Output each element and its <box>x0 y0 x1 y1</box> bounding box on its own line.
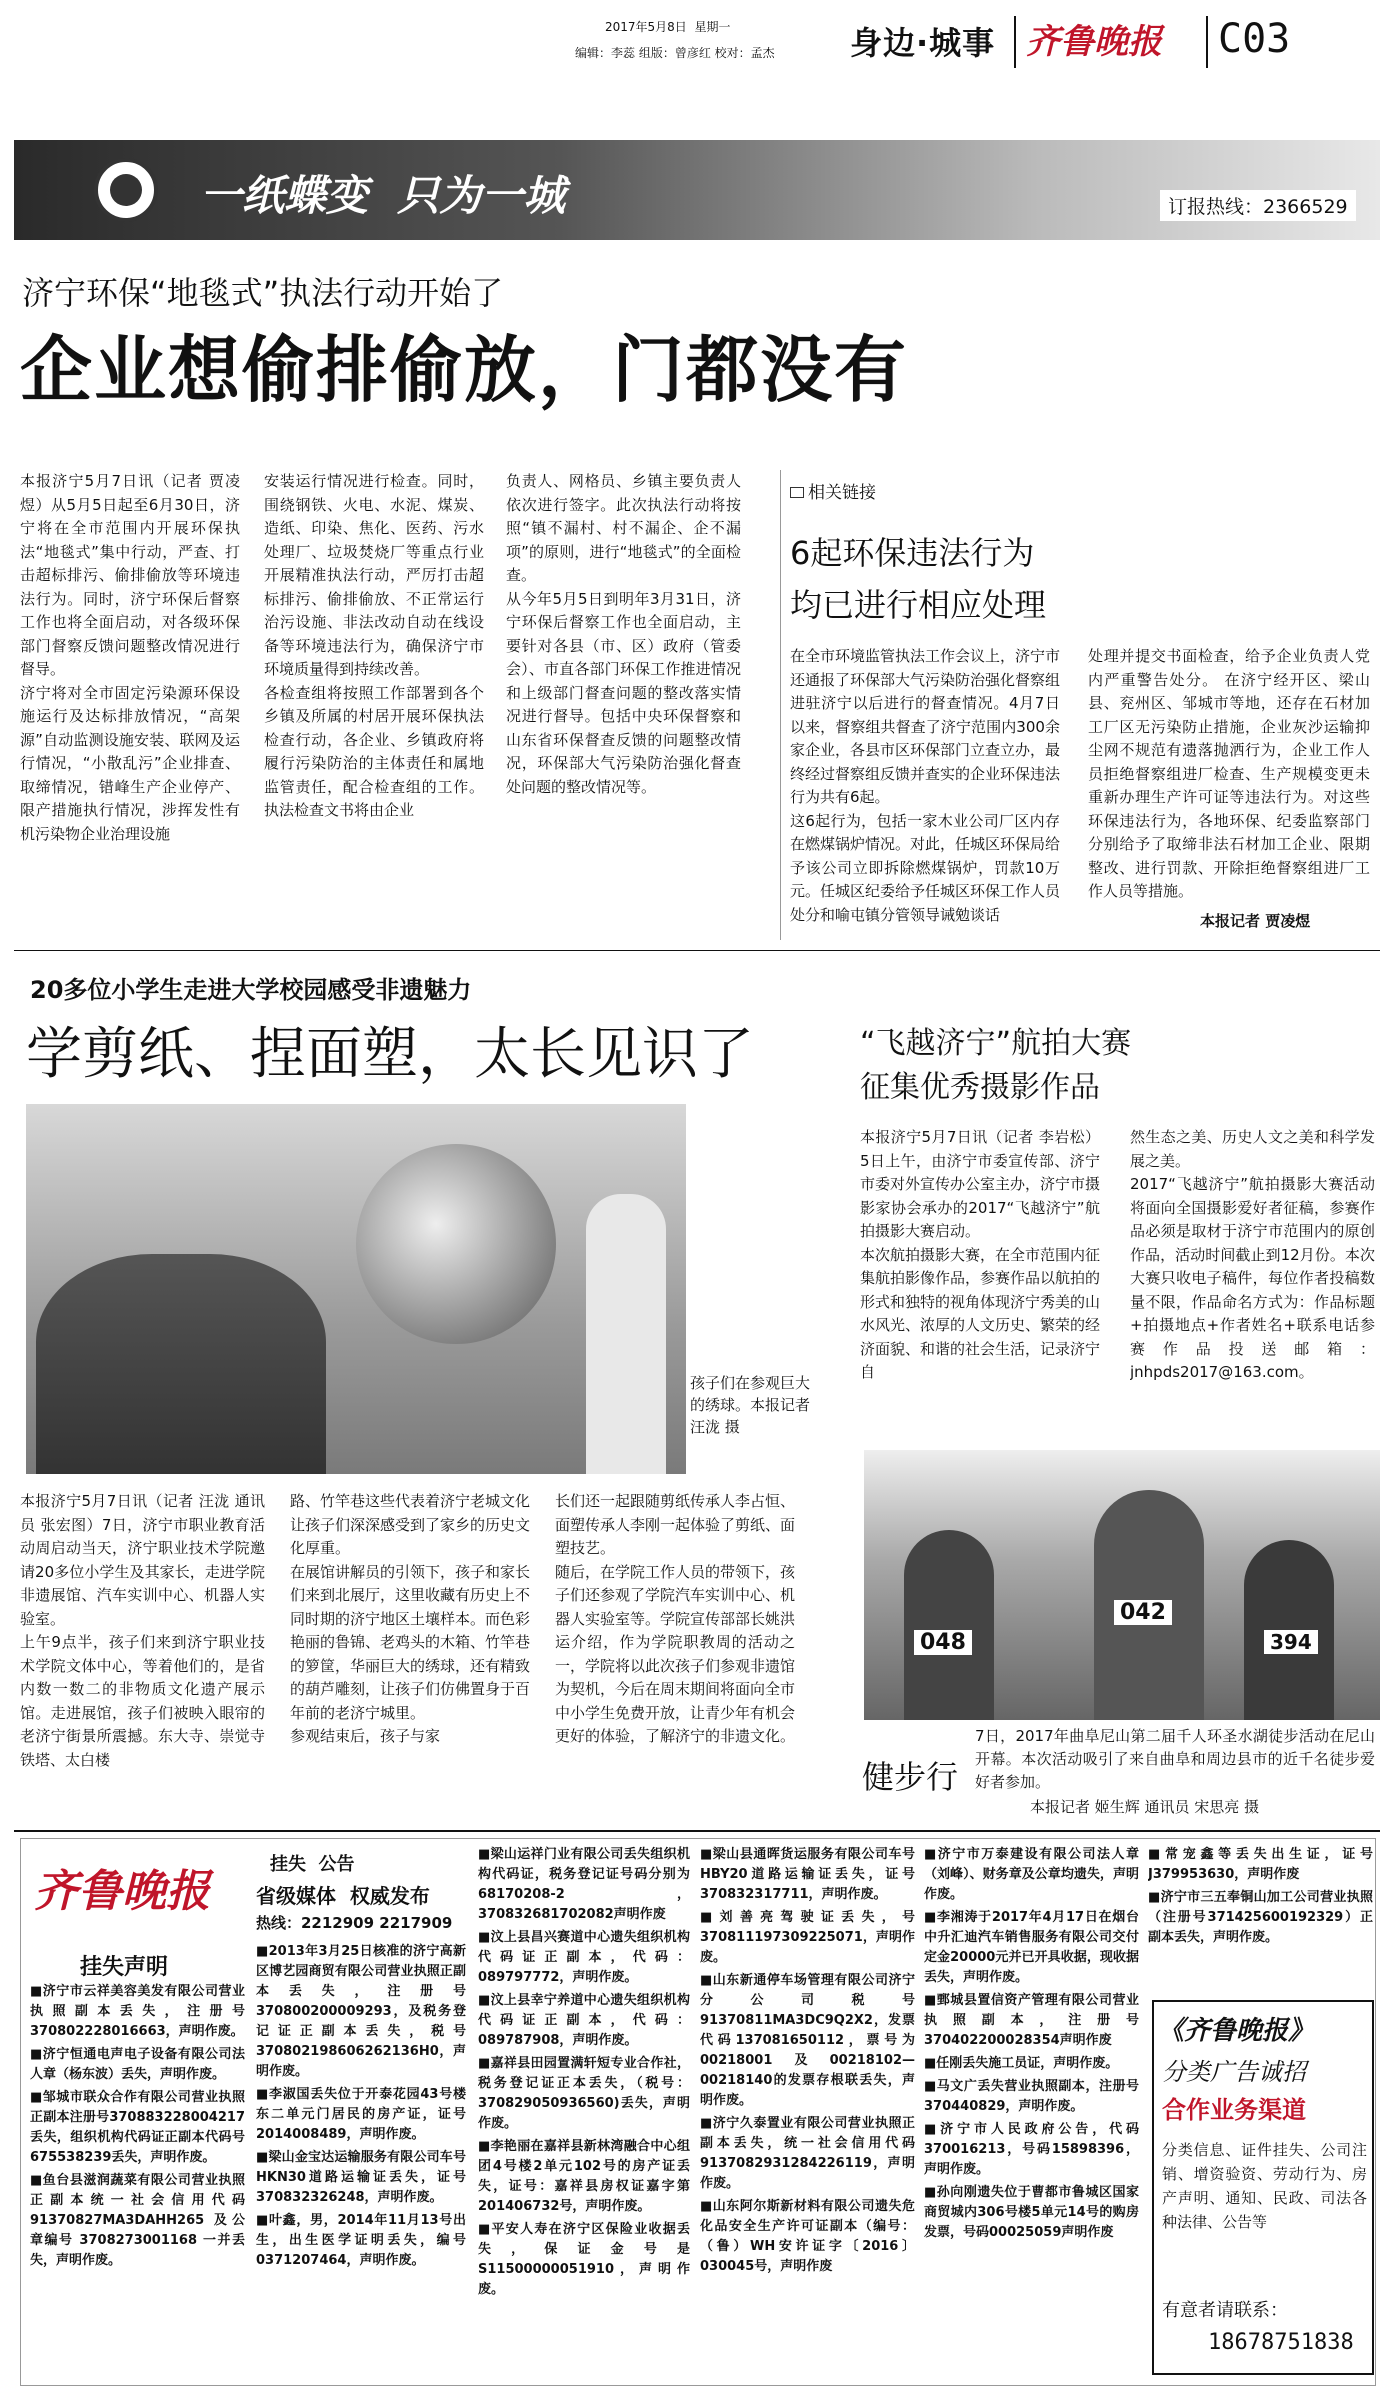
lost-title: 挂失声明 <box>80 1955 169 1980</box>
header-divider-2 <box>1206 16 1208 68</box>
related-tag <box>790 478 876 503</box>
ad-item: ■济宁市云祥美容美发有限公司营业执照副本丢失，注册号370802228016663，声明作废。 <box>30 1984 245 2039</box>
runner-1 <box>904 1530 994 1720</box>
story4-photo <box>864 1450 1380 1720</box>
story2-col1: 本报济宁5月7日讯（记者 汪泷 通讯员 张宏图）7日，济宁市职业教育活动周启动当天，济宁职业技术学院邀请20多位小学生及其家长，走进学院非遗展馆、汽车实训中心、机器人实验室。 上午9点半，孩子们来到济宁职业技术学院文体中心，等着他们的，是省内数一数二的非物质文化遗产展示馆。走进展馆，孩子们被映入眼帘的老济宁街景所震撼。东大寺、崇觉寺铁塔、太白楼 <box>20 1492 265 1769</box>
embroidered-ball <box>356 1144 556 1344</box>
ad-item: ■任刚丢失施工员证，声明作废。 <box>924 2056 1119 2071</box>
related-tag-icon <box>790 487 804 498</box>
ad-item: ■刘善亮驾驶证丢失，号370811197309225071，声明作废。 <box>700 1910 915 1965</box>
ad-item: ■济宁市万泰建设有限公司法人章（刘峰）、财务章及公章均遗失，声明作废。 <box>924 1847 1139 1902</box>
story2-kicker: 20多位小学生走进大学校园感受非遗魅力 <box>30 976 472 1004</box>
classifieds-col2 <box>256 1942 466 2377</box>
ad-item: ■梁山金宝达运输服务有限公司车号HKN30道路运输证丢失，证号370832326248，声明作废。 <box>256 2150 466 2205</box>
header-editors: 编辑：李蕊 组版：曾彦红 校对：孟杰 <box>575 46 775 60</box>
ad-item: ■济宁久泰置业有限公司营业执照正副本丢失，统一社会信用代码9137082931284226119，声明作废。 <box>700 2116 915 2191</box>
ad-item: ■梁山县通晖货运服务有限公司车号HBY20道路运输证丢失，证号370832317711，声明作废。 <box>700 1847 915 1902</box>
ad-item: ■叶鑫，男，2014年11月13号出生，出生医学证明丢失，编号0371207464，声明作废。 <box>256 2213 466 2268</box>
ad-item: ■邹城市联众合作有限公司营业执照正副本注册号370883228004217丢失，组织机构代码证正副本代码号675538239丢失，声明作废。 <box>30 2090 245 2165</box>
classifieds-slogan: 省级媒体 权威发布 <box>256 1884 430 1908</box>
ad-item: ■孙向刚遗失位于曹都市鲁城区国家商贸城内306号楼5单元14号的购房发票，号码00025059声明作废 <box>924 2185 1139 2240</box>
ad-item: ■鄄城县置信资产管理有限公司营业执照副本，注册号370402200028354声明作废 <box>924 1993 1139 2048</box>
header-divider <box>1014 16 1016 68</box>
header-date-text: 2017年5月8日 <box>605 20 687 34</box>
related-col1: 在全市环境监管执法工作会议上，济宁市还通报了环保部大气污染防治强化督察组进驻济宁以后进行的督查情况。4月7日以来，督察组共督查了济宁范围内300余家企业，各县市区环保部门立查立办，最终经过督察组反馈并查实的企业环保违法行为共有6起。 这6起行为，包括一家木业公司厂区内存在燃煤锅炉情况。对此，任城区环保局给予该公司立即拆除燃煤锅炉，罚款10万元。任城区纪委给予任城区环保工作人员处分和喻屯镇分管领导诫勉谈话 <box>790 647 1060 924</box>
recruit-title: 《齐鲁晚报》 <box>1158 2016 1315 2046</box>
story1-col1: 本报济宁5月7日讯（记者 贾凌煜）从5月5日起至6月30日，济宁将在全市范围内开展环保执法“地毯式”集中行动，严查、打击超标排污、偷排偷放等环境违法行为。同时，济宁环保后督察工作也将全面启动，对各级环保部门督察反馈问题整改情况进行督导。 济宁将对全市固定污染源环保设施运行及达标排放情况，“高架源”自动监测设施安装、联网及运行情况，“小散乱污”企业排查、取缔情况，错峰生产企业停产、限产措施执行情况，涉挥发性有机污染物企业治理设施 <box>20 472 240 843</box>
story2-photo <box>26 1104 686 1474</box>
ad-item: ■汶上县昌兴赛道中心遗失组织机构代码证正副本，代码：089797772，声明作废。 <box>478 1930 690 1985</box>
ad-item: ■汶上县幸宁养道中心遗失组织机构代码证正副本，代码：089787908，声明作废。 <box>478 1993 690 2048</box>
story3-title-2: 征集优秀摄影作品 <box>860 1070 1100 1105</box>
story3-col1: 本报济宁5月7日讯（记者 李岩松）5日上午，由济宁市委宣传部、济宁市委对外宣传办公室主办，济宁市摄影家协会承办的2017“飞越济宁”航拍摄影大赛启动。 本次航拍摄影大赛，在全市范围内征集航拍影像作品，参赛作品以航拍的形式和独特的视角体现济宁秀美的山水风光、浓厚的人文历史、繁荣的经济面貌、和谐的社会生活，记录济宁自 <box>860 1128 1100 1381</box>
recruit-phone: 18678751838 <box>1208 2330 1354 2355</box>
classifieds-hotline: 热线：2212909 2217909 <box>256 1914 453 1932</box>
ad-item: ■李淑国丢失位于开泰花园43号楼东二单元门居民的房产证，证号2014008489，声明作废。 <box>256 2087 466 2142</box>
brand-logo: 齐鲁晚报 <box>1026 22 1162 62</box>
story1-headline: 企业想偷排偷放，门都没有 <box>20 328 909 412</box>
banner-logo-inner <box>110 174 142 206</box>
story4-caption: 7日，2017年曲阜尼山第二届千人环圣水湖徒步活动在尼山开幕。本次活动吸引了来自曲阜和周边县市的近千名徒步爱好者参加。 <box>975 1727 1375 1791</box>
related-col2: 处理并提交书面检查，给予企业负责人党内严重警告处分。 在济宁经开区、梁山县、兖州区、邹城市等地，还存在石材加工厂区无污染防止措施，企业灰沙运输抑尘网不规范有遗落抛洒行为，企业工作人员拒绝督察组进厂检查、生产规模变更未重新办理生产许可证等违法行为。对这些环保违法行为，各地环保、纪委监察部门分别给予了取缔非法石材加工企业、限期整改、进行罚款、开除拒绝督察组进厂工作人员等措施。 <box>1088 647 1370 900</box>
ad-item: ■济宁市三五奉铜山加工公司营业执照（注册号371425600192329）正副本丢失，声明作废。 <box>1148 1890 1373 1945</box>
classifieds-col5 <box>924 1845 1139 2380</box>
ad-item: ■平安人寿在济宁区保险业收据丢失，保证金号是S11500000051910，声明作废。 <box>478 2222 690 2297</box>
bib-3: 394 <box>1264 1630 1318 1654</box>
related-title-1: 6起环保违法行为 <box>790 534 1035 572</box>
ad-item: ■常宠鑫等丢失出生证，证号J379953630，声明作废 <box>1148 1847 1373 1882</box>
classifieds-brand: 齐鲁晚报 <box>34 1866 210 1917</box>
classifieds-col3 <box>478 1845 690 2380</box>
story4-title: 健步行 <box>862 1758 959 1796</box>
story3-title-1: “飞越济宁”航拍大赛 <box>860 1026 1132 1061</box>
recruit-subtitle: 分类广告诚招 <box>1162 2058 1306 2086</box>
ad-item: ■鱼台县滋润蔬菜有限公司营业执照正副本统一社会信用代码 91370827MA3DAHH265 及公章编号 3708273001168 一并丢失，声明作废。 <box>30 2173 245 2268</box>
recruit-body: 分类信息、证件挂失、公司注销、增资验资、劳动行为、房产声明、通知、民政、司法各种法律、公告等 <box>1162 2141 1367 2231</box>
related-byline: 本报记者 贾凌煜 <box>1200 912 1311 930</box>
header-weekday: 星期一 <box>694 20 731 34</box>
story2-caption: 孩子们在参观巨大的绣球。本报记者 汪泷 摄 <box>690 1374 810 1436</box>
story4-byline: 本报记者 姬生辉 通讯员 宋思亮 摄 <box>1030 1798 1260 1816</box>
classifieds-notice: 挂失 公告 <box>270 1854 355 1875</box>
story2-col3: 长们还一起跟随剪纸传承人李占恒、面塑传承人李刚一起体验了剪纸、面塑技艺。 随后，在学院工作人员的带领下，孩子们还参观了学院汽车实训中心、机器人实验室等。学院宣传部部长姚洪运介绍，作为学院职教周的活动之一，学院将以此次孩子们参观非遗馆为契机，今后在周末期间将面向全市中小学生免费开放，让青少年有机会更好的体验，了解济宁的非遗文化。 <box>555 1492 795 1745</box>
classifieds-col4 <box>700 1845 915 2380</box>
story1-col3: 负责人、网格员、乡镇主要负责人依次进行签字。此次执法行动将按照“镇不漏村、村不漏企、企不漏项”的原则，进行“地毯式”的全面检查。 从今年5月5日到明年3月31日，济宁环保后督察工作也全面启动，主要针对各县（市、区）政府（管委会）、市直各部门环保工作推进情况和上级部门督查问题的整改落实情况进行督导。包括中央环保督察和山东省环保督查反馈的问题整改情况，环保部大气污染防治强化督查处问题的整改情况等。 <box>506 472 741 796</box>
banner-hotline: 订报热线：2366529 <box>1160 190 1356 221</box>
section-rule-2 <box>14 1830 1380 1832</box>
children-group <box>36 1254 326 1474</box>
ad-item: ■李艳丽在嘉祥县新林湾融合中心组团4号楼2单元102号的房产证丢失，证号：嘉祥县房权证嘉字第201406732号，声明作废。 <box>478 2139 690 2214</box>
story1-col2: 安装运行情况进行检查。同时，围绕钢铁、火电、水泥、煤炭、造纸、印染、焦化、医药、污水处理厂、垃圾焚烧厂等重点行业开展精准执法行动，严厉打击超标排污、偷排偷放、不正常运行治污设施、非法改动自动在线设备等环境违法行为，确保济宁市环境质量得到持续改善。 各检查组将按照工作部署到各个乡镇及所属的村居开展环保执法检查行动，各企业、乡镇政府将履行污染防治的主体责任和属地监管责任，配合检查组的工作。执法检查文书将由企业 <box>264 472 484 819</box>
page-number: C03 <box>1218 16 1291 62</box>
header-date <box>605 18 730 35</box>
ad-item: ■李湘涛于2017年4月17日在烟台中升汇迪汽车销售服务有限公司交付定金20000元并已开具收据，现收据丢失，声明作废。 <box>924 1910 1139 1985</box>
recruit-highlight: 合作业务渠道 <box>1162 2096 1306 2124</box>
recruit-contact: 有意者请联系： <box>1162 2300 1288 2321</box>
classifieds-col1 <box>30 1982 245 2377</box>
ad-item: ■马文广丢失营业执照副本，注册号370440829，声明作废。 <box>924 2079 1139 2114</box>
ad-item: ■嘉祥县田园置满轩短专业合作社，税务登记证正本丢失，（税号：370829050936560)丢失，声明作废。 <box>478 2056 690 2131</box>
banner-slogan: 一纸蝶变 只为一城 <box>200 171 566 220</box>
bib-1: 048 <box>914 1630 972 1655</box>
bib-2: 042 <box>1114 1600 1172 1625</box>
section-rule-1 <box>14 950 1380 951</box>
story3-col2: 然生态之美、历史人文之美和科学发展之美。 2017“飞越济宁”航拍摄影大赛活动将面向全国摄影爱好者征稿，参赛作品必须是取材于济宁市范围内的原创作品，活动时间截止到12月份。本次大赛只收电子稿件，每位作者投稿数量不限，作品命名方式为：作品标题+拍摄地点+作者姓名+联系电话参赛作品投送邮箱：jnhpds2017@163.com。 <box>1130 1128 1375 1381</box>
ad-item: ■2013年3月25日核准的济宁高新区博艺园商贸有限公司营业执照正副本丢失，注册号370800200009293，及税务登记证正副本丢失，税号370802198606262136H0，声明作废。 <box>256 1944 466 2079</box>
ad-item: ■济宁市人民政府公告，代码370016213，号码15898396，声明作废。 <box>924 2122 1139 2177</box>
story1-kicker: 济宁环保“地毯式”执法行动开始了 <box>22 274 504 312</box>
ad-item: ■梁山运祥门业有限公司丢失组织机构代码证，税务登记证号码分别为68170208-2，370832681702082声明作废 <box>478 1847 690 1922</box>
ad-item: ■山东阿尔斯新材料有限公司遗失危化品安全生产许可证副本（编号：（鲁）WH安许证字〔2016〕030045号，声明作废 <box>700 2199 915 2274</box>
related-tag-text: 相关链接 <box>808 483 876 503</box>
section-title: 身边·城事 <box>850 24 996 62</box>
story2-col2: 路、竹竿巷这些代表着济宁老城文化让孩子们深深感受到了家乡的历史文化厚重。 在展馆讲解员的引领下，孩子和家长们来到北展厅，这里收藏有历史上不同时期的济宁地区土壤样本。而色彩艳丽的鲁锦、老鸡头的木箱、竹竿巷的箩筐，华丽巨大的绣球，还有精致的葫芦雕刻，让孩子们仿佛置身于百年前的老济宁城里。 参观结束后，孩子与家 <box>290 1492 530 1745</box>
story2-headline: 学剪纸、捏面塑，太长见识了 <box>26 1022 754 1087</box>
classifieds-col6 <box>1148 1845 1373 1985</box>
ad-item: ■山东新通停车场管理有限公司济宁分公司税号91370811MA3DC9Q2X2，发票代码137081650112，票号为00218001及00218102—00218140的发票存根联丢失，声明作废。 <box>700 1973 915 2108</box>
ad-item: ■济宁恒通电声电子设备有限公司法人章（杨东波）丢失，声明作废。 <box>30 2047 245 2082</box>
related-title-2: 均已进行相应处理 <box>790 586 1047 624</box>
guide-figure <box>586 1194 666 1474</box>
